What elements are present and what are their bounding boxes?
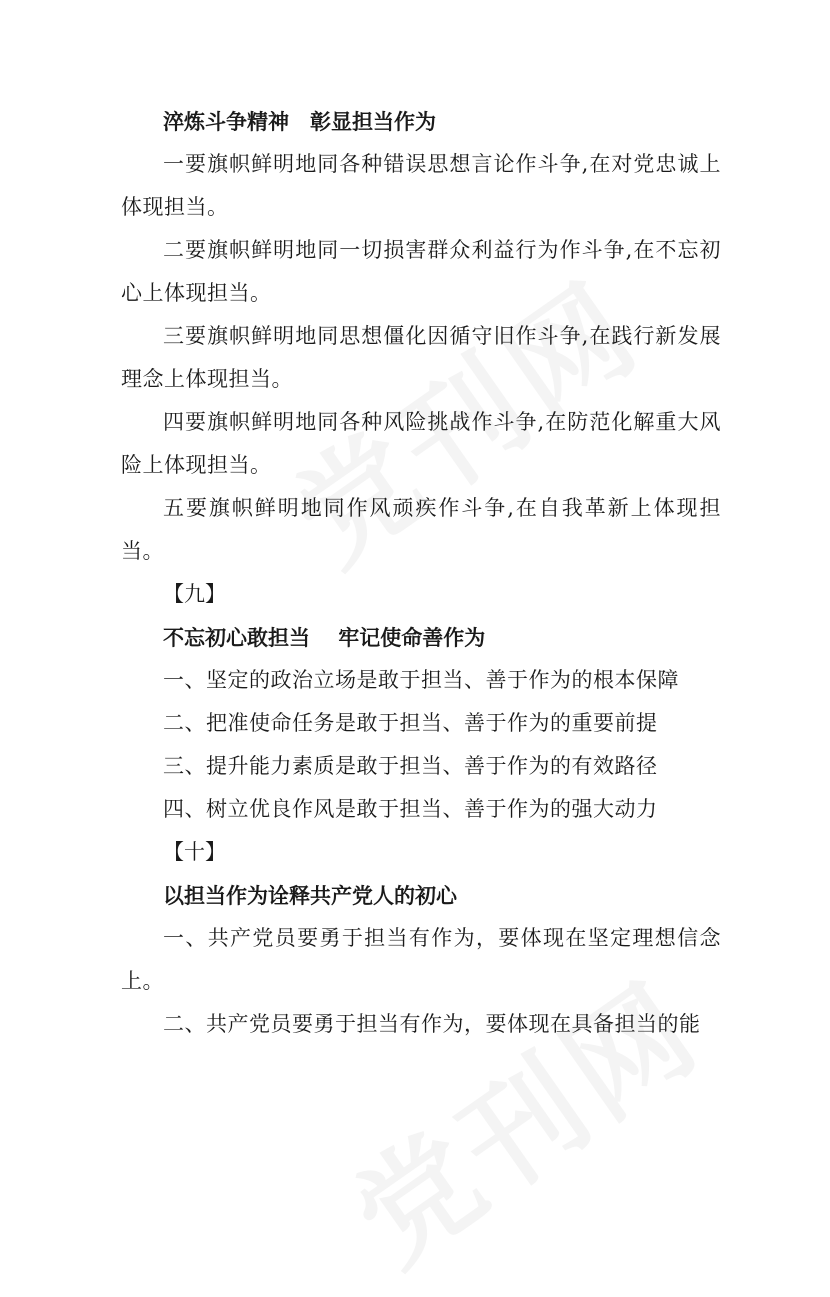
section-title: 淬炼斗争精神 彰显担当作为	[163, 109, 436, 134]
section-title: 不忘初心敢担当 牢记使命善作为	[163, 625, 486, 650]
paragraph: 四要旗帜鲜明地同各种风险挑战作斗争,在防范化解重大风险上体现担当。	[121, 410, 721, 477]
list-item: 三、提升能力素质是敢于担当、善于作为的有效路径	[163, 754, 658, 778]
document-body	[121, 100, 721, 1046]
paragraph: 三要旗帜鲜明地同思想僵化因循守旧作斗争,在践行新发展理念上体现担当。	[121, 324, 721, 391]
paragraph: 一、共产党员要勇于担当有作为，要体现在坚定理想信念上。	[121, 926, 721, 993]
section-label: 【十】	[163, 840, 226, 864]
paragraph: 五要旗帜鲜明地同作风顽疾作斗争,在自我革新上体现担当。	[121, 496, 721, 563]
section-title: 以担当作为诠释共产党人的初心	[163, 883, 457, 908]
paragraph: 二、共产党员要勇于担当有作为，要体现在具备担当的能	[163, 1012, 701, 1036]
list-item: 一、坚定的政治立场是敢于担当、善于作为的根本保障	[163, 668, 679, 692]
paragraph: 一要旗帜鲜明地同各种错误思想言论作斗争,在对党忠诚上体现担当。	[121, 152, 721, 219]
list-item: 四、树立优良作风是敢于担当、善于作为的强大动力	[163, 797, 658, 821]
list-item: 二、把准使命任务是敢于担当、善于作为的重要前提	[163, 711, 658, 735]
section-label: 【九】	[163, 582, 226, 606]
paragraph: 二要旗帜鲜明地同一切损害群众利益行为作斗争,在不忘初心上体现担当。	[121, 238, 721, 305]
